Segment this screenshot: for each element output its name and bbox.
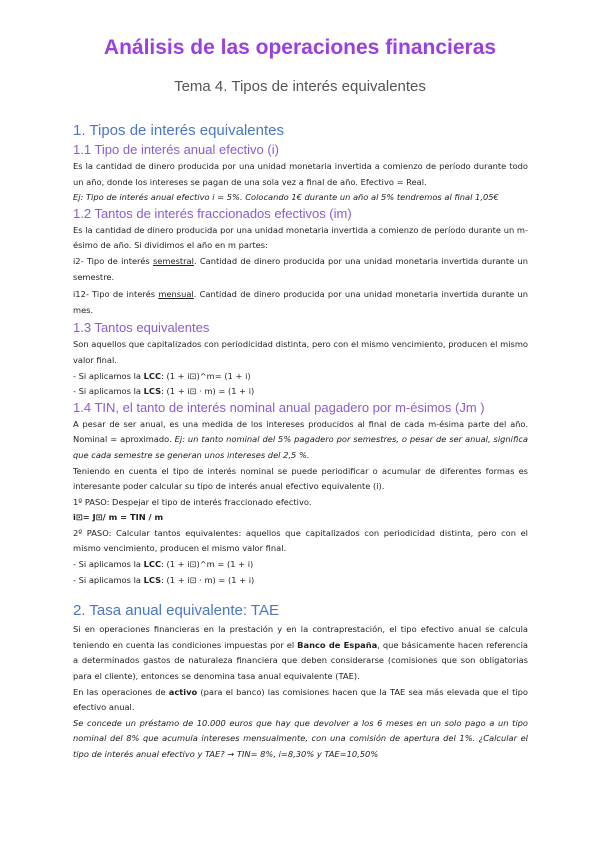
section-1-4-heading: 1.4 TIN, el tanto de interés nominal anual pagadero por m-ésimos (Jm ) xyxy=(73,399,485,415)
section-1-2-paragraph: Es la cantidad de dinero producida por una unidad monetaria invertida a comienzo de período durante un m-ésimo de año. Si dividimos el año en m partes: xyxy=(73,224,528,251)
section-1-2-i12: i12- Tipo de interés mensual. Cantidad de dinero producida por una unidad monetaria invertida durante un mes. xyxy=(73,289,528,315)
document-title: Análisis de las operaciones financieras xyxy=(103,36,497,59)
document-subtitle: Tema 4. Tipos de interés equivalentes xyxy=(174,78,426,95)
section-1-4-formula: i⊡= J⊡/ m = TIN / m xyxy=(73,512,164,523)
section-1-3-lcc: - Si aplicamos la LCC: (1 + i⊡)^m= (1 + i) xyxy=(73,370,251,381)
section-1-1-heading: 1.1 Tipo de interés anual efectivo (i) xyxy=(73,142,279,157)
section-1-2-heading: 1.2 Tantos de interés fraccionados efectivos (im) xyxy=(73,205,352,221)
section-1-3-lcs: - Si aplicamos la LCS: (1 + i⊡ · m) = (1 + i) xyxy=(73,386,255,397)
section-1-4-lcs: - Si aplicamos la LCS: (1 + i⊡ · m) = (1 + i) xyxy=(73,574,255,585)
section-1-4-step-2: 2º PASO: Calcular tantos equivalentes: aquellos que capitalizados con periodicidad distinta, pero con el mismo vencimiento, producen el mismo valor final. xyxy=(73,527,528,554)
section-1-4-paragraph: A pesar de ser anual, es una medida de los intereses producidos al final de cada m-ésima parte del año. Nominal = aproximado. Ej: un tanto nominal del 5% pagadero por semestres, o pesar de ser anual, significa que cada semestre se generan unos intereses del 2,5 %. xyxy=(73,418,528,460)
section-1-1-paragraph: Es la cantidad de dinero producida por una unidad monetaria invertida a comienzo de período durante todo un año, donde los intereses se pagan de una sola vez a final de año. Efectivo = Real. xyxy=(73,161,528,187)
section-1-heading: 1. Tipos de interés equivalentes xyxy=(73,122,284,139)
section-1-3-heading: 1.3 Tantos equivalentes xyxy=(73,320,210,336)
section-2-paragraph: Si en operaciones financieras en la prestación y en la contraprestación, el tipo efectivo anual se calcula teniendo en cuenta las condiciones impuestas por el Banco de España, que básicamente hacen referencia a determinados gastos de naturaleza financiera que deben considerarse (comisiones que son obligatorias para el cliente), entonces se denomina tasa anual equivalente (TAE). xyxy=(73,624,528,682)
section-1-1-example: Ej: Tipo de interés anual efectivo i = 5%. Colocando 1€ durante un año al 5% tendremos al final 1,05€ xyxy=(73,192,499,203)
section-2-paragraph-2: En las operaciones de activo (para el banco) las comisiones hacen que la TAE sea más elevada que el tipo efectivo anual. xyxy=(73,686,528,713)
section-1-4-lcc: - Si aplicamos la LCC: (1 + i⊡)^m = (1 + i) xyxy=(73,559,254,570)
section-1-4-step-1: 1º PASO: Despejar el tipo de interés fraccionado efectivo. xyxy=(73,496,312,507)
section-2-heading: 2. Tasa anual equivalente: TAE xyxy=(73,602,279,620)
section-2-example: Se concede un préstamo de 10.000 euros que hay que devolver a los 6 meses en un solo pago a un tipo nominal del 8% que acumula intereses mensualmente, con una comisión de apertura del 1%. ¿Calcular el tipo de interés anual efectivo y TAE? → TIN= 8%, i=8,30% y TAE=10,50% xyxy=(73,717,528,759)
section-1-2-i2: i2- Tipo de interés semestral. Cantidad de dinero producida por una unidad monetaria invertida durante un semestre. xyxy=(73,255,528,282)
document-body xyxy=(73,122,528,763)
section-1-3-paragraph: Son aquellos que capitalizados con periodicidad distinta, pero con el mismo vencimiento, producen el mismo valor final. xyxy=(73,339,528,365)
section-1-4-paragraph-2: Teniendo en cuenta el tipo de interés nominal se puede periodificar o acumular de diferentes formas es interesante poder calcular su tipo de interés anual efectivo equivalente (i). xyxy=(73,465,528,492)
